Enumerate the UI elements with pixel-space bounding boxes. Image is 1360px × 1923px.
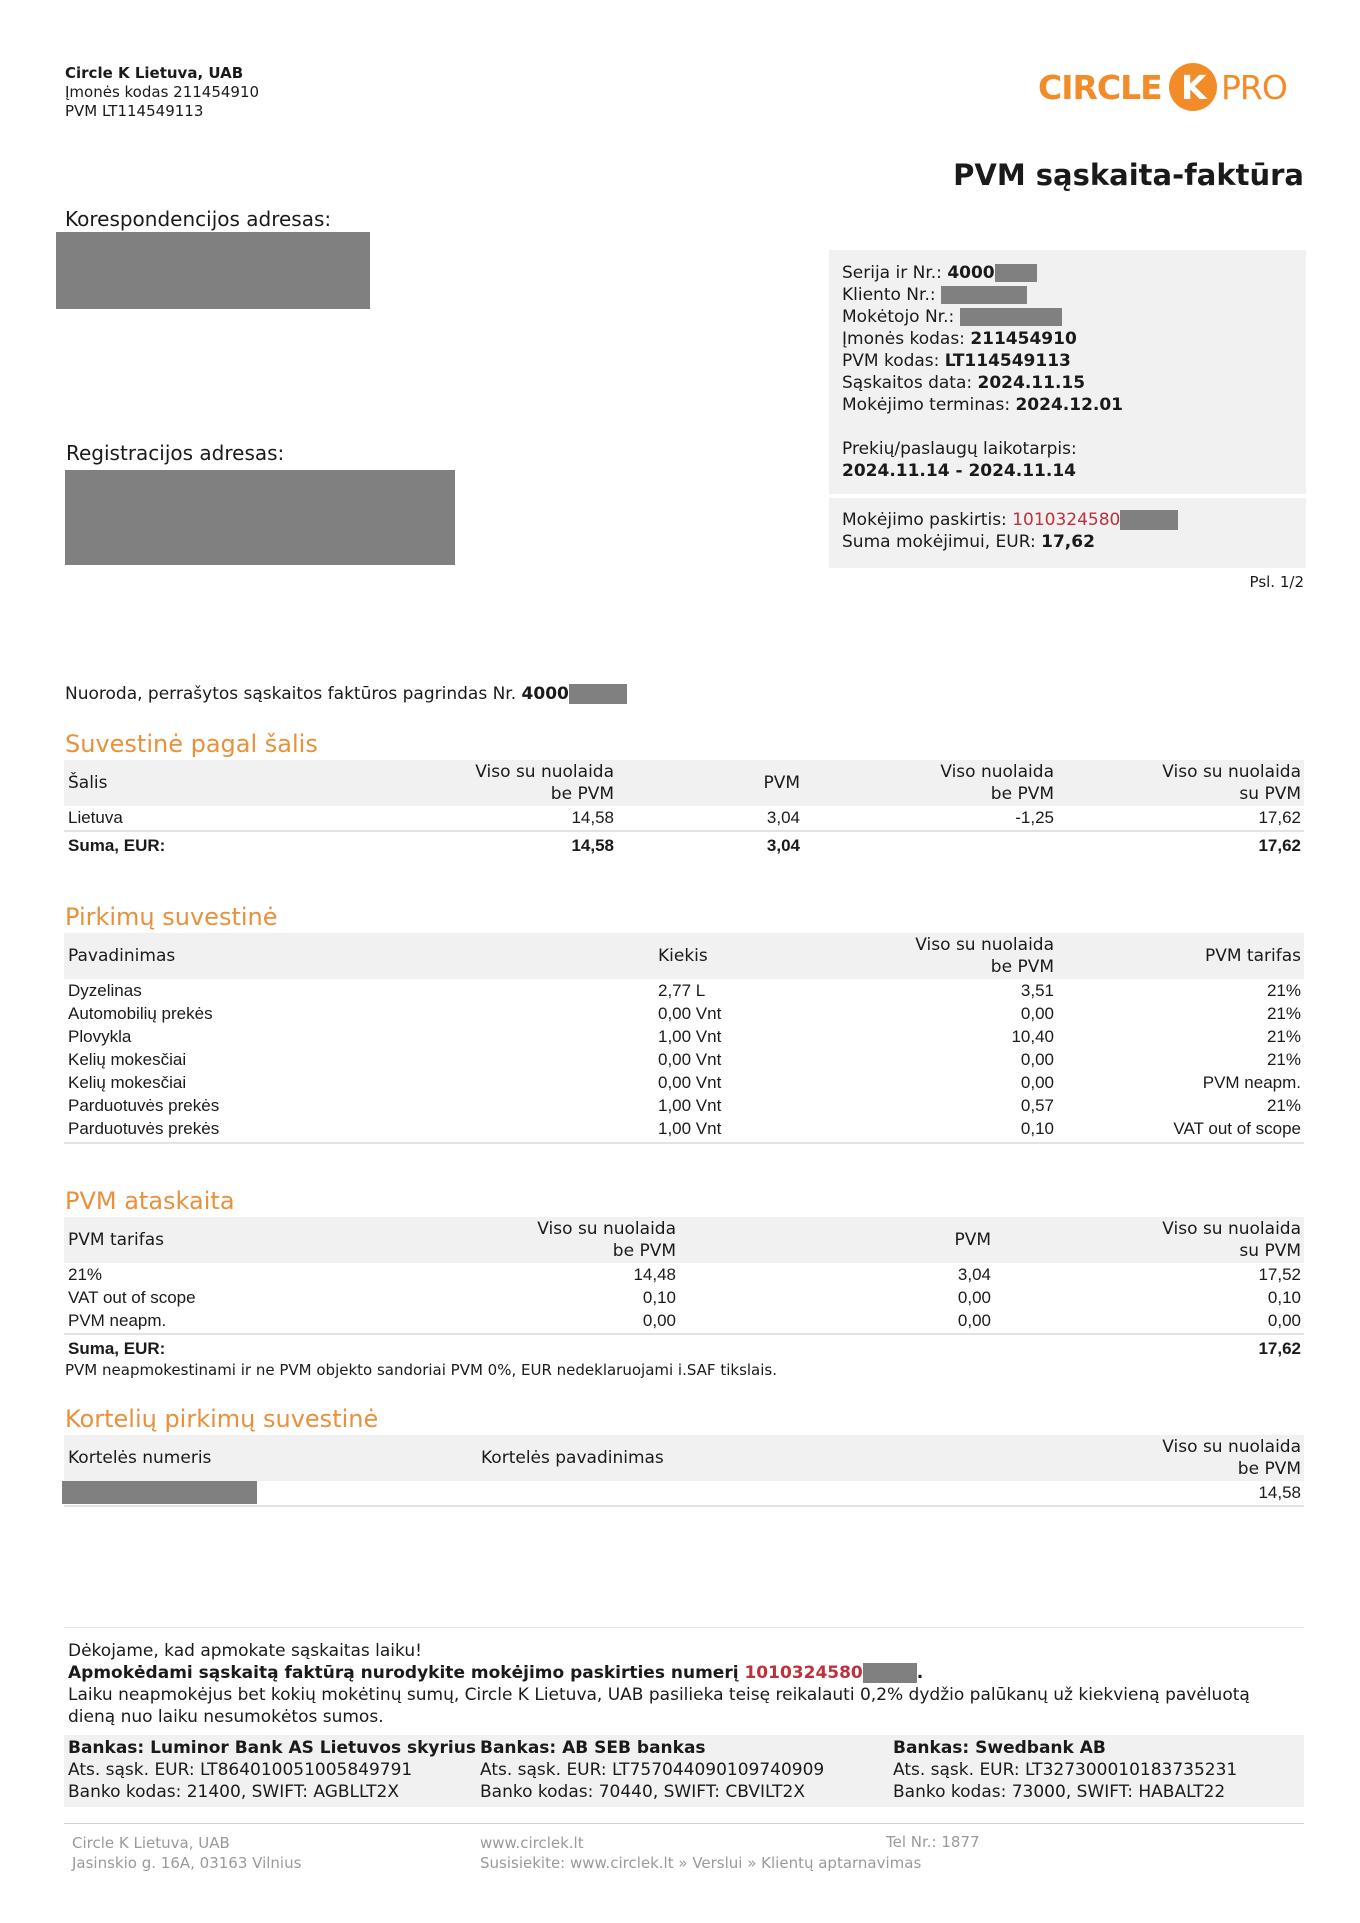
- card-summary-title: Kortelių pirkimų suvestinė: [65, 1405, 379, 1433]
- thanks-text: Dėkojame, kad apmokate sąskaitas laiku!: [68, 1641, 422, 1661]
- document-title: PVM sąskaita-faktūra: [953, 158, 1304, 192]
- bank-luminor: Bankas: Luminor Bank AS Lietuvos skyrius Ats. sąsk. EUR: LT864010051005849791 Banko kodas: 21400, SWIFT: AGBLLT2X: [68, 1738, 476, 1802]
- contact-link[interactable]: Susisiekite: www.circlek.lt » Verslui » Klientų aptarnavimas: [480, 1854, 922, 1872]
- bank-swedbank: Bankas: Swedbank AB Ats. sąsk. EUR: LT327300010183735231 Banko kodas: 73000, SWIFT: HABALT22: [893, 1738, 1238, 1802]
- correspondence-address-redacted: [56, 232, 370, 309]
- logo-text-circle: CIRCLE: [1038, 68, 1162, 107]
- sum-row: Suma, EUR: 14,58 3,04 17,62: [68, 836, 1301, 855]
- late-payment-warning: Laiku neapmokėjus bet kokių mokėtinų sumų, Circle K Lietuva, UAB pasilieka teisę reikalauti 0,2% dydžio palūkanų už kiekvieną pavėluotą dieną nuo laiku nesumokėtos sumos.: [68, 1685, 1250, 1727]
- col-country: Šalis: [68, 773, 108, 793]
- reference-line: Nuoroda, perrašytos sąskaitos faktūros pagrindas Nr. 4000: [65, 684, 627, 704]
- table-row: PVM neapm. 0,00 0,00 0,00: [68, 1311, 1301, 1330]
- table-row: VAT out of scope 0,10 0,00 0,10: [68, 1288, 1301, 1307]
- bank-seb: Bankas: AB SEB bankas Ats. sąsk. EUR: LT757044090109740909 Banko kodas: 70440, SWIFT: CBVILT2X: [480, 1738, 825, 1802]
- circle-k-pro-logo: [1038, 60, 1308, 116]
- table-row: Kelių mokesčiai 0,00 Vnt 0,00 21%: [68, 1050, 1301, 1069]
- company-code: Įmonės kodas 211454910: [65, 83, 260, 101]
- table-row: Plovykla 1,00 Vnt 10,40 21%: [68, 1027, 1301, 1046]
- table-row: 21% 14,48 3,04 17,52: [68, 1265, 1301, 1284]
- table-row: Lietuva 14,58 3,04 -1,25 17,62: [68, 808, 1301, 827]
- invoice-info-box: [829, 250, 1306, 494]
- registration-address-redacted: [65, 470, 455, 565]
- registration-label: Registracijos adresas:: [66, 441, 285, 465]
- company-vat: PVM LT114549113: [65, 102, 204, 120]
- vat-note: PVM neapmokestinami ir ne PVM objekto sandoriai PVM 0%, EUR nedeklaruojami i.SAF tikslais.: [65, 1361, 777, 1379]
- footer-company: Circle K Lietuva, UAB Jasinskio g. 16A, 03163 Vilnius: [72, 1834, 302, 1872]
- payment-instruction: Apmokėdami sąskaitą faktūrą nurodykite mokėjimo paskirties numerį 1010324580 .: [68, 1663, 924, 1683]
- website-link[interactable]: www.circlek.lt: [480, 1834, 584, 1852]
- footer-phone: Tel Nr.: 1877: [886, 1833, 980, 1851]
- due-date-row: Mokėjimo terminas: 2024.12.01: [842, 395, 1124, 415]
- company-code-row: Įmonės kodas: 211454910: [842, 329, 1077, 349]
- payer-row: Mokėtojo Nr.:: [842, 306, 1123, 328]
- col-vat: PVM: [763, 773, 800, 793]
- table-row: Dyzelinas 2,77 L 3,51 21%: [68, 981, 1301, 1000]
- table-row: Parduotuvės prekės 1,00 Vnt 0,10 VAT out of scope: [68, 1119, 1301, 1138]
- table-row: Automobilių prekės 0,00 Vnt 0,00 21%: [68, 1004, 1301, 1023]
- correspondence-label: Korespondencijos adresas:: [65, 207, 332, 231]
- company-name: Circle K Lietuva, UAB: [65, 64, 244, 82]
- period-value: 2024.11.14 - 2024.11.14: [842, 461, 1076, 481]
- payment-amount-row: Suma mokėjimui, EUR: 17,62: [842, 532, 1095, 552]
- footer-message: [68, 1640, 1298, 1728]
- period-label: Prekių/paslaugų laikotarpis:: [842, 439, 1077, 459]
- payment-purpose-row: Mokėjimo paskirtis: 1010324580: [842, 509, 1178, 531]
- payment-box: [829, 498, 1306, 568]
- table-row: Kelių mokesčiai 0,00 Vnt 0,00 PVM neapm.: [68, 1073, 1301, 1092]
- invoice-date-row: Sąskaitos data: 2024.11.15: [842, 373, 1086, 393]
- logo-text-pro: PRO: [1221, 68, 1287, 107]
- table-row: 14,58: [1258, 1483, 1301, 1502]
- banks-box: [64, 1735, 1304, 1807]
- purchase-summary-title: Pirkimų suvestinė: [65, 903, 278, 931]
- vat-report-title: PVM ataskaita: [65, 1187, 235, 1215]
- logo-text-k: K: [1181, 68, 1207, 107]
- series-row: Serija ir Nr.: 4000: [842, 262, 1123, 284]
- country-summary-title: Suvestinė pagal šalis: [65, 730, 318, 758]
- table-row: Parduotuvės prekės 1,00 Vnt 0,57 21%: [68, 1096, 1301, 1115]
- sum-row: Suma, EUR: 17,62: [68, 1339, 1301, 1358]
- footer-contact: [480, 1833, 921, 1873]
- page-number: Psl. 1/2: [1249, 573, 1304, 591]
- client-row: Kliento Nr.:: [842, 284, 1123, 306]
- vat-code-row: PVM kodas: LT114549113: [842, 351, 1071, 371]
- company-header: [65, 64, 259, 121]
